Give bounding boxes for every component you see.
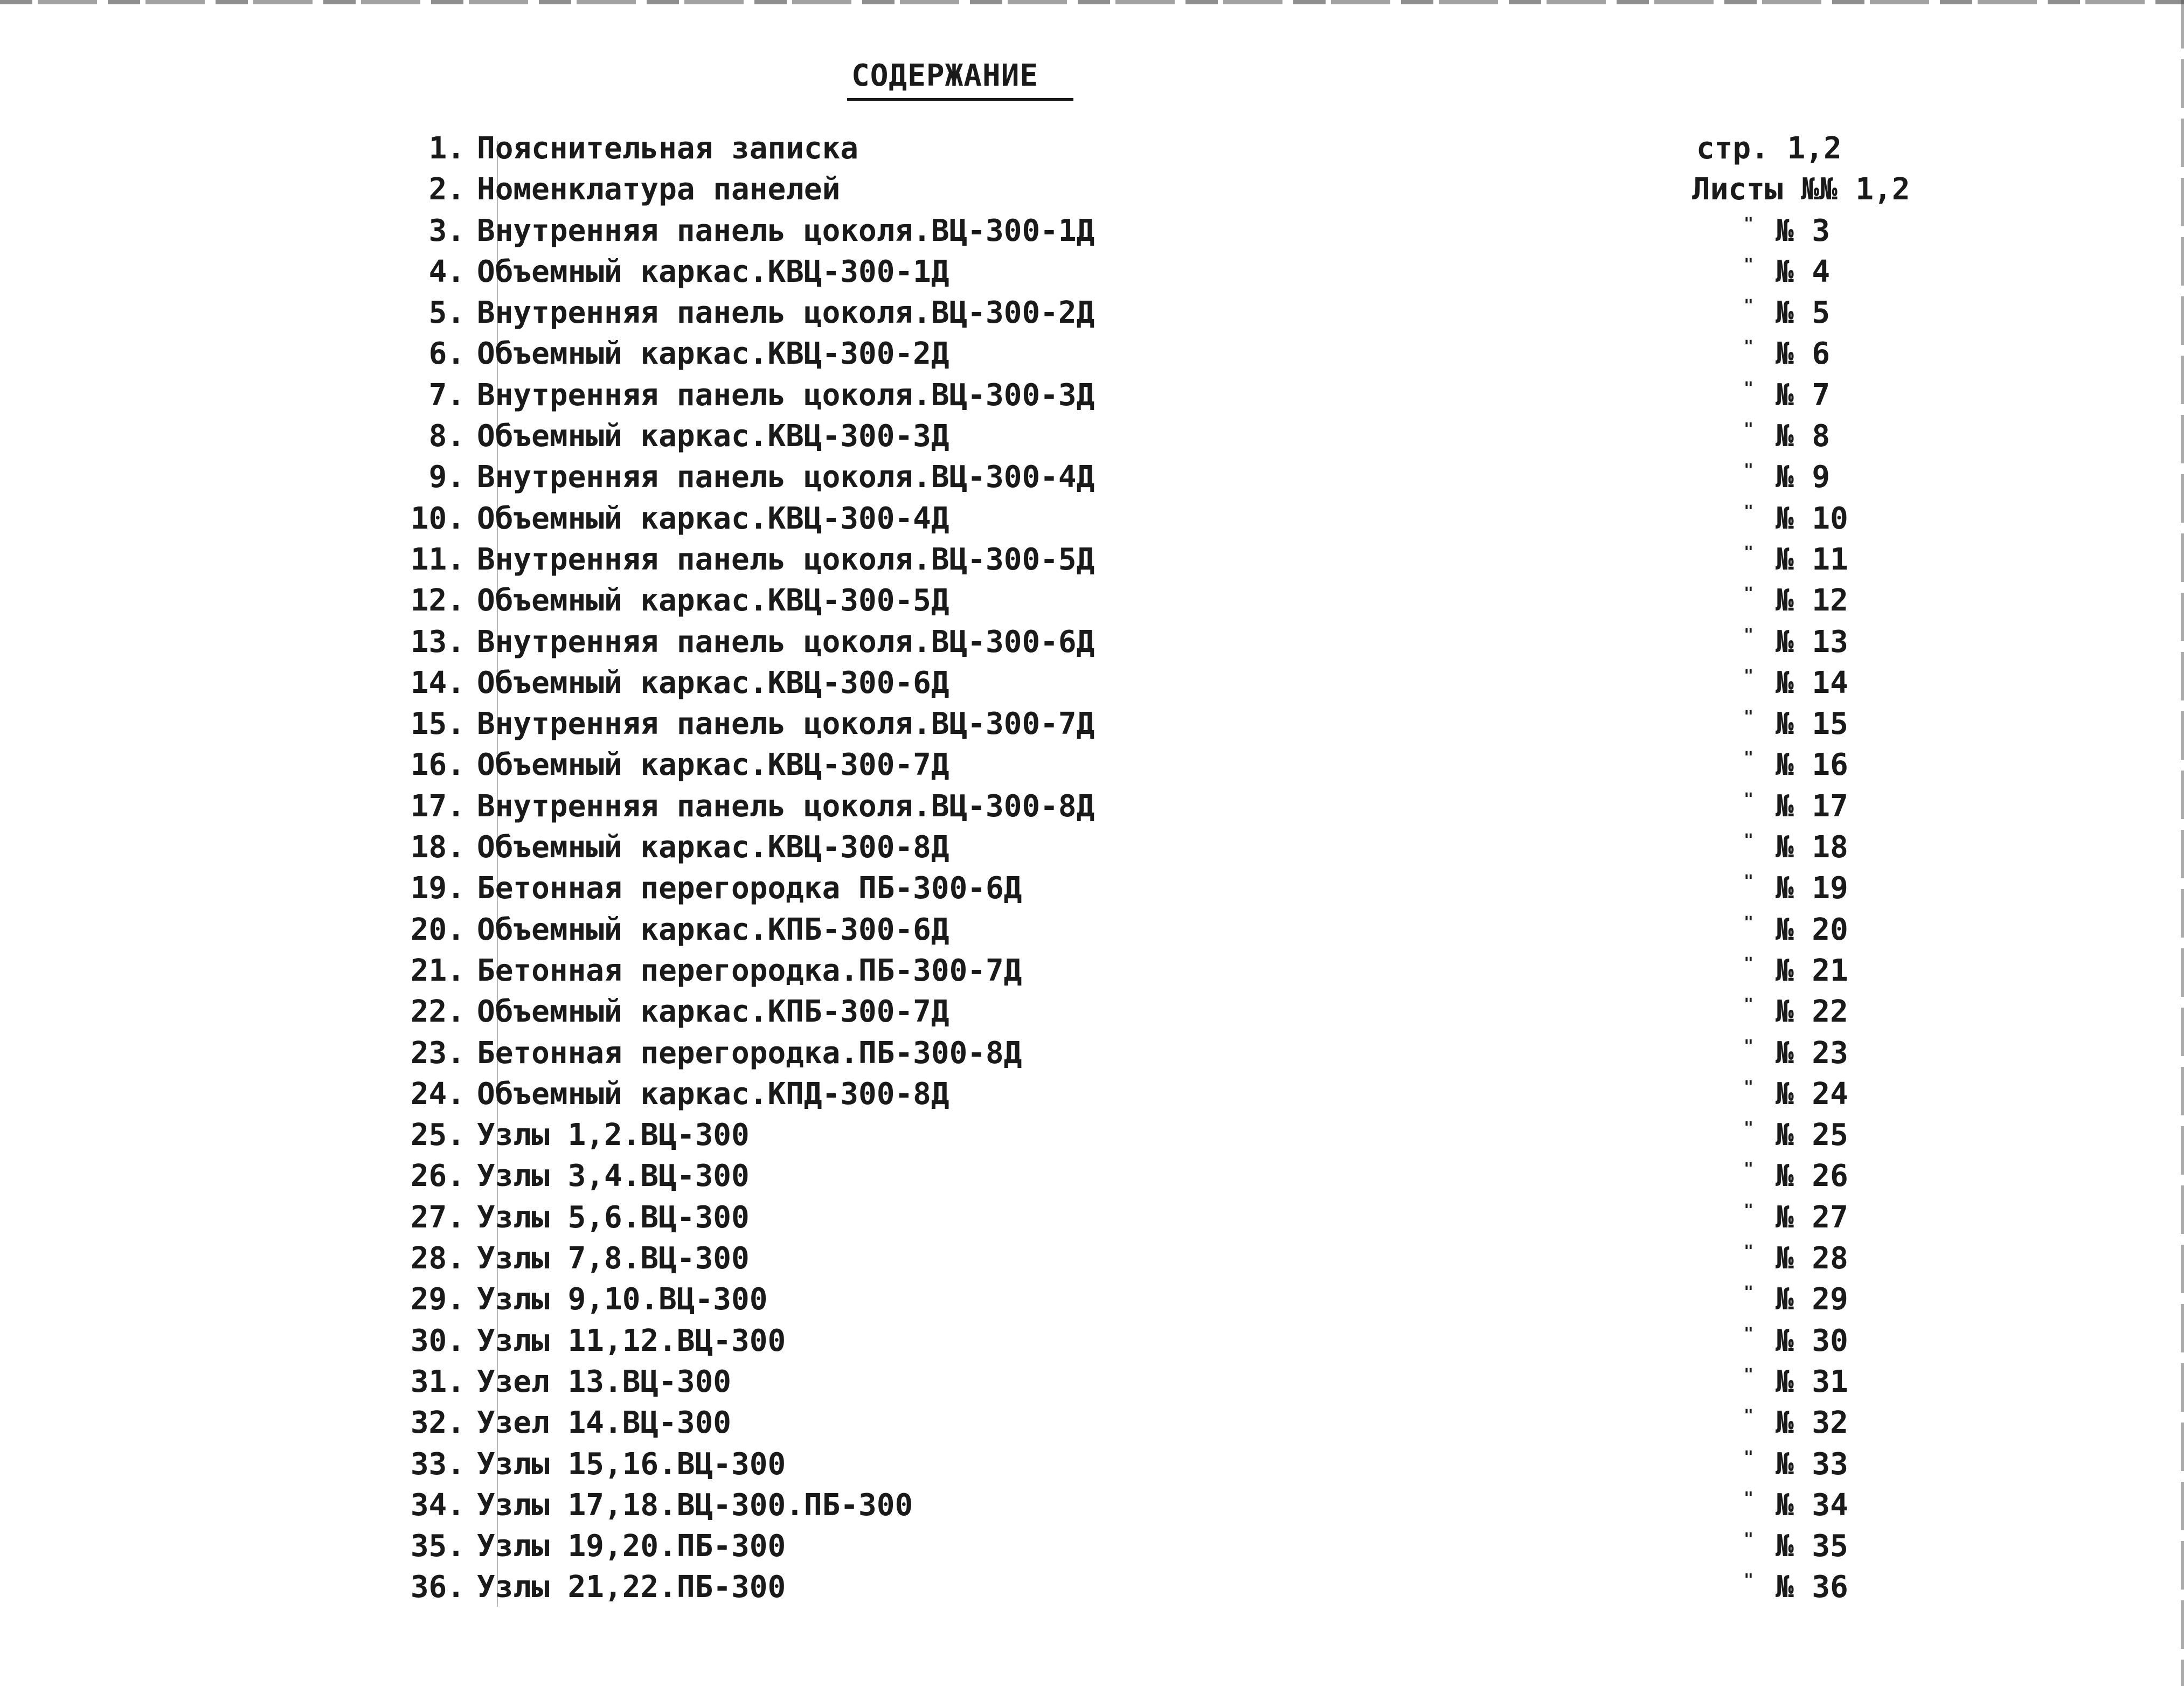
ditto-mark: " xyxy=(1744,1077,1754,1097)
ditto-mark: " xyxy=(1744,1036,1754,1056)
toc-row xyxy=(0,868,2184,909)
toc-item-title: Объемный каркас.КВЦ-300-6Д xyxy=(477,665,949,700)
toc-item-page: № 30 xyxy=(1776,1323,1848,1358)
toc-item-page: № 28 xyxy=(1776,1241,1848,1276)
toc-item-number: 27. xyxy=(410,1199,465,1235)
toc-item-number: 33. xyxy=(410,1446,465,1482)
toc-row xyxy=(0,1485,2184,1526)
toc-row xyxy=(0,580,2184,621)
toc-item-title: Узлы 3,4.ВЦ-300 xyxy=(477,1158,750,1194)
toc-item-number: 28. xyxy=(410,1241,465,1276)
toc-item-page: № 4 xyxy=(1776,254,1831,289)
toc-item-title: Внутренняя панель цоколя.ВЦ-300-3Д xyxy=(477,377,1095,413)
toc-item-number: 31. xyxy=(410,1364,465,1399)
toc-item-title: Объемный каркас.КВЦ-300-8Д xyxy=(477,830,949,865)
toc-item-title: Внутренняя панель цоколя.ВЦ-300-2Д xyxy=(477,295,1095,331)
toc-item-title: Бетонная перегородка ПБ-300-6Д xyxy=(477,871,1022,906)
ditto-mark: " xyxy=(1744,1406,1754,1426)
toc-item-page: № 18 xyxy=(1776,830,1848,865)
toc-item-title: Объемный каркас.КПБ-300-6Д xyxy=(477,912,949,947)
toc-row xyxy=(0,1197,2184,1238)
ditto-mark: " xyxy=(1744,831,1754,850)
ditto-mark: " xyxy=(1744,1119,1754,1138)
ditto-mark: " xyxy=(1744,296,1754,316)
ditto-mark: " xyxy=(1744,954,1754,973)
toc-item-page: № 5 xyxy=(1776,295,1831,331)
toc-row xyxy=(0,622,2184,663)
table-of-contents xyxy=(0,128,2184,1608)
toc-item-page: № 32 xyxy=(1776,1405,1848,1441)
toc-item-title: Узлы 15,16.ВЦ-300 xyxy=(477,1446,786,1482)
toc-item-title: Объемный каркас.КВЦ-300-7Д xyxy=(477,747,949,783)
ditto-mark: " xyxy=(1744,337,1754,357)
toc-item-number: 14. xyxy=(410,665,465,700)
ditto-mark: " xyxy=(1744,625,1754,644)
toc-item-number: 10. xyxy=(410,501,465,536)
toc-item-number: 34. xyxy=(410,1487,465,1523)
toc-item-page: № 10 xyxy=(1776,501,1848,536)
ditto-mark: " xyxy=(1744,1571,1754,1590)
toc-row xyxy=(0,1156,2184,1197)
toc-item-page: № 23 xyxy=(1776,1035,1848,1071)
toc-item-page: стр. 1,2 xyxy=(1696,131,1842,166)
toc-item-title: Объемный каркас.КВЦ-300-1Д xyxy=(477,254,949,289)
toc-row xyxy=(0,1444,2184,1485)
toc-row xyxy=(0,950,2184,991)
toc-row xyxy=(0,704,2184,745)
toc-item-page: № 14 xyxy=(1776,665,1848,700)
toc-item-page: № 36 xyxy=(1776,1570,1848,1605)
toc-item-title: Узлы 5,6.ВЦ-300 xyxy=(477,1199,750,1235)
toc-item-title: Пояснительная записка xyxy=(477,131,859,166)
ditto-mark: " xyxy=(1744,1283,1754,1302)
toc-row xyxy=(0,169,2184,210)
toc-item-title: Объемный каркас.КВЦ-300-2Д xyxy=(477,336,949,372)
toc-item-page: № 15 xyxy=(1776,706,1848,742)
toc-item-page: № 24 xyxy=(1776,1076,1848,1112)
ditto-mark: " xyxy=(1744,1447,1754,1467)
ditto-mark: " xyxy=(1744,584,1754,603)
toc-item-number: 19. xyxy=(410,871,465,906)
ditto-mark: " xyxy=(1744,872,1754,891)
toc-item-title: Узлы 17,18.ВЦ-300.ПБ-300 xyxy=(477,1487,913,1523)
toc-item-number: 7. xyxy=(428,377,465,413)
toc-row xyxy=(0,498,2184,539)
toc-item-number: 25. xyxy=(410,1118,465,1153)
toc-item-number: 8. xyxy=(428,419,465,454)
toc-item-page: № 20 xyxy=(1776,912,1848,947)
toc-item-number: 1. xyxy=(428,131,465,166)
ditto-mark: " xyxy=(1744,789,1754,809)
toc-item-number: 17. xyxy=(410,788,465,824)
toc-row xyxy=(0,334,2184,374)
toc-item-page: № 9 xyxy=(1776,460,1831,495)
toc-item-title: Объемный каркас.КВЦ-300-5Д xyxy=(477,583,949,619)
toc-item-page: № 27 xyxy=(1776,1199,1848,1235)
ditto-mark: " xyxy=(1744,666,1754,685)
toc-item-page: № 16 xyxy=(1776,747,1848,783)
toc-item-number: 15. xyxy=(410,706,465,742)
toc-item-page: № 11 xyxy=(1776,542,1848,577)
toc-row xyxy=(0,1279,2184,1320)
toc-item-title: Объемный каркас.КВЦ-300-4Д xyxy=(477,501,949,536)
toc-item-number: 35. xyxy=(410,1529,465,1564)
toc-item-title: Внутренняя панель цоколя.ВЦ-300-4Д xyxy=(477,460,1095,495)
toc-item-number: 11. xyxy=(410,542,465,577)
toc-item-title: Объемный каркас.КВЦ-300-3Д xyxy=(477,419,949,454)
toc-row xyxy=(0,1567,2184,1608)
toc-item-title: Бетонная перегородка.ПБ-300-8Д xyxy=(477,1035,1022,1071)
toc-item-page: № 12 xyxy=(1776,583,1848,619)
ditto-mark: " xyxy=(1744,1365,1754,1384)
ditto-mark: " xyxy=(1744,378,1754,398)
toc-item-page: № 34 xyxy=(1776,1487,1848,1523)
ditto-mark: " xyxy=(1744,748,1754,768)
toc-item-title: Узлы 19,20.ПБ-300 xyxy=(477,1529,786,1564)
toc-row xyxy=(0,293,2184,334)
toc-item-page: № 25 xyxy=(1776,1118,1848,1153)
ditto-mark: " xyxy=(1744,1160,1754,1179)
toc-item-page: № 7 xyxy=(1776,377,1831,413)
toc-item-page: № 33 xyxy=(1776,1446,1848,1482)
toc-item-number: 22. xyxy=(410,994,465,1030)
toc-item-number: 9. xyxy=(428,460,465,495)
toc-item-number: 30. xyxy=(410,1323,465,1358)
toc-item-page: № 19 xyxy=(1776,871,1848,906)
toc-item-title: Внутренняя панель цоколя.ВЦ-300-7Д xyxy=(477,706,1095,742)
toc-item-number: 18. xyxy=(410,830,465,865)
toc-row xyxy=(0,539,2184,580)
toc-item-number: 21. xyxy=(410,953,465,988)
toc-row xyxy=(0,745,2184,786)
toc-row xyxy=(0,211,2184,252)
toc-row xyxy=(0,1526,2184,1567)
toc-item-page: № 6 xyxy=(1776,336,1831,372)
ditto-mark: " xyxy=(1744,707,1754,727)
toc-item-page: № 29 xyxy=(1776,1282,1848,1317)
toc-row xyxy=(0,375,2184,416)
toc-item-title: Узлы 1,2.ВЦ-300 xyxy=(477,1118,750,1153)
toc-item-title: Узлы 9,10.ВЦ-300 xyxy=(477,1282,768,1317)
toc-item-title: Узел 14.ВЦ-300 xyxy=(477,1405,732,1441)
toc-item-title: Номенклатура панелей xyxy=(477,172,841,207)
toc-item-number: 23. xyxy=(410,1035,465,1071)
toc-row xyxy=(0,128,2184,169)
ditto-mark: " xyxy=(1744,420,1754,439)
toc-item-number: 12. xyxy=(410,583,465,619)
title-underline xyxy=(847,98,1073,101)
ditto-mark: " xyxy=(1744,1488,1754,1508)
toc-row xyxy=(0,827,2184,868)
toc-item-number: 16. xyxy=(410,747,465,783)
toc-item-number: 4. xyxy=(428,254,465,289)
toc-item-number: 24. xyxy=(410,1076,465,1112)
toc-item-number: 6. xyxy=(428,336,465,372)
toc-item-number: 20. xyxy=(410,912,465,947)
toc-item-title: Узлы 21,22.ПБ-300 xyxy=(477,1570,786,1605)
ditto-mark: " xyxy=(1744,214,1754,233)
toc-row xyxy=(0,786,2184,827)
toc-item-page: № 3 xyxy=(1776,213,1831,248)
ditto-mark: " xyxy=(1744,543,1754,562)
toc-item-number: 2. xyxy=(428,172,465,207)
toc-item-page: № 8 xyxy=(1776,419,1831,454)
toc-item-title: Внутренняя панель цоколя.ВЦ-300-5Д xyxy=(477,542,1095,577)
toc-row xyxy=(0,1238,2184,1279)
ditto-mark: " xyxy=(1744,913,1754,932)
toc-item-page: № 35 xyxy=(1776,1529,1848,1564)
ditto-mark: " xyxy=(1744,1201,1754,1220)
toc-item-number: 29. xyxy=(410,1282,465,1317)
toc-item-page: № 26 xyxy=(1776,1158,1848,1194)
toc-item-number: 32. xyxy=(410,1405,465,1441)
toc-item-title: Узлы 7,8.ВЦ-300 xyxy=(477,1241,750,1276)
toc-item-number: 26. xyxy=(410,1158,465,1194)
page-title: СОДЕРЖАНИЕ xyxy=(851,58,1039,93)
toc-item-page: № 22 xyxy=(1776,994,1848,1030)
toc-row xyxy=(0,1403,2184,1444)
ditto-mark: " xyxy=(1744,1530,1754,1549)
toc-item-number: 3. xyxy=(428,213,465,248)
ditto-mark: " xyxy=(1744,502,1754,521)
ditto-mark: " xyxy=(1744,255,1754,274)
toc-row xyxy=(0,1362,2184,1403)
toc-item-page: № 17 xyxy=(1776,788,1848,824)
toc-row xyxy=(0,1321,2184,1362)
toc-item-title: Бетонная перегородка.ПБ-300-7Д xyxy=(477,953,1022,988)
toc-item-number: 36. xyxy=(410,1570,465,1605)
toc-row xyxy=(0,252,2184,293)
toc-row xyxy=(0,663,2184,704)
ditto-mark: " xyxy=(1744,461,1754,480)
toc-item-title: Внутренняя панель цоколя.ВЦ-300-6Д xyxy=(477,624,1095,660)
toc-item-page: № 13 xyxy=(1776,624,1848,660)
toc-row xyxy=(0,1115,2184,1156)
toc-row xyxy=(0,910,2184,950)
toc-item-title: Узлы 11,12.ВЦ-300 xyxy=(477,1323,786,1358)
toc-item-title: Внутренняя панель цоколя.ВЦ-300-1Д xyxy=(477,213,1095,248)
toc-item-title: Внутренняя панель цоколя.ВЦ-300-8Д xyxy=(477,788,1095,824)
toc-row xyxy=(0,991,2184,1032)
toc-item-title: Узел 13.ВЦ-300 xyxy=(477,1364,732,1399)
toc-item-page: Листы №№ 1,2 xyxy=(1692,172,1910,207)
ditto-mark: " xyxy=(1744,1242,1754,1261)
toc-row xyxy=(0,416,2184,457)
ditto-mark: " xyxy=(1744,1324,1754,1343)
toc-item-page: № 31 xyxy=(1776,1364,1848,1399)
toc-item-title: Объемный каркас.КПД-300-8Д xyxy=(477,1076,949,1112)
toc-item-page: № 21 xyxy=(1776,953,1848,988)
scan-edge-top xyxy=(0,0,2184,4)
toc-item-number: 5. xyxy=(428,295,465,331)
toc-row xyxy=(0,1074,2184,1115)
toc-row xyxy=(0,457,2184,498)
toc-item-number: 13. xyxy=(410,624,465,660)
toc-item-title: Объемный каркас.КПБ-300-7Д xyxy=(477,994,949,1030)
ditto-mark: " xyxy=(1744,995,1754,1015)
toc-row xyxy=(0,1033,2184,1074)
